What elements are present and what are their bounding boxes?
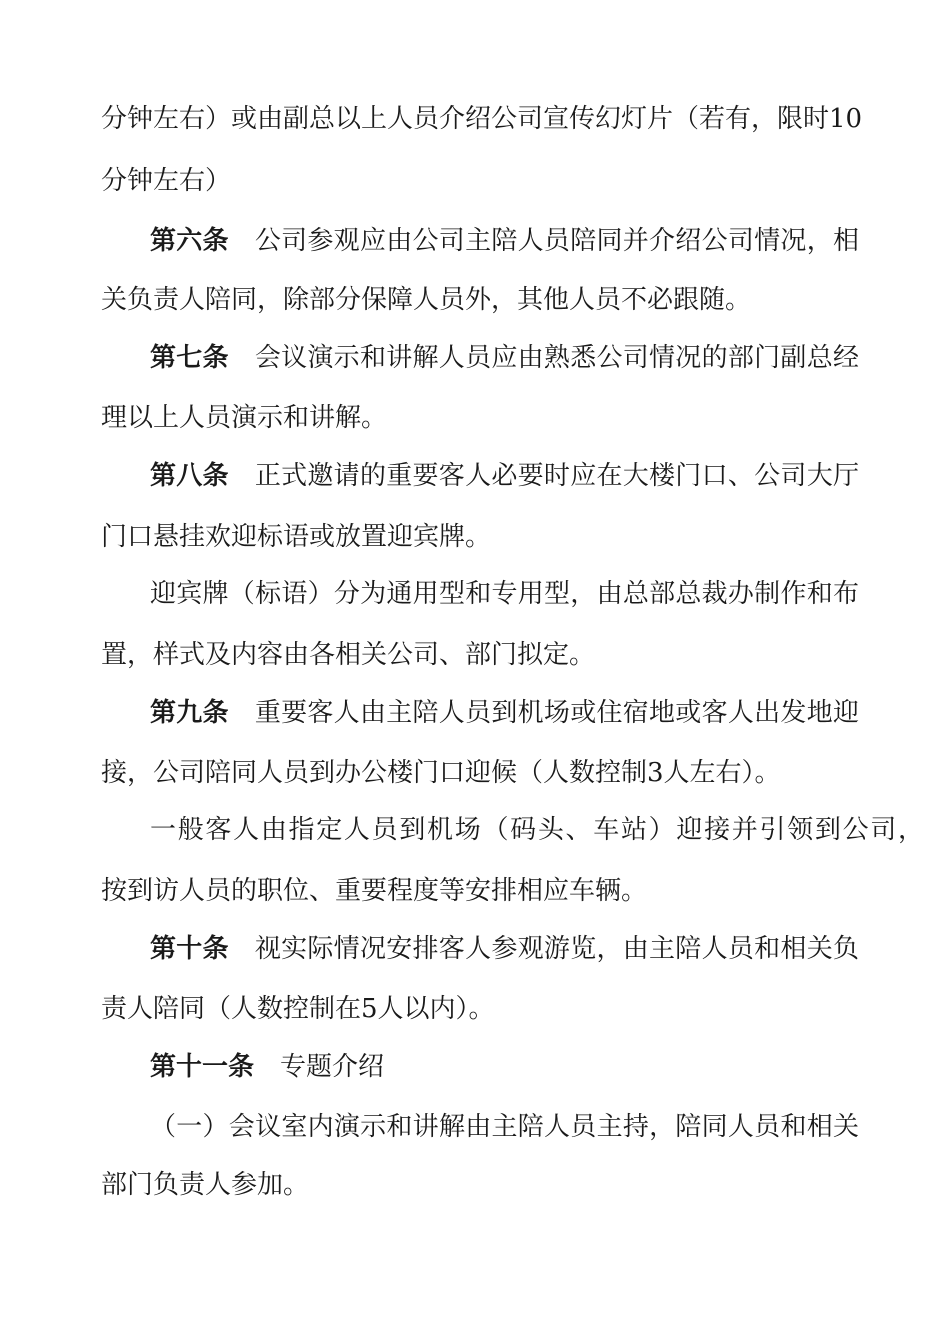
article-10-paragraph bbox=[150, 931, 859, 967]
article-8-paragraph bbox=[150, 458, 859, 494]
article-8-line-1 bbox=[0, 458, 950, 494]
article-7-paragraph bbox=[150, 340, 859, 376]
article-10-line-2 bbox=[0, 991, 950, 1027]
paragraph-text: 按到访人员的职位、重要程度等安排相应车辆。 bbox=[101, 876, 648, 906]
paragraph-text: 理以上人员演示和讲解。 bbox=[101, 403, 388, 433]
article-7-line-1 bbox=[0, 340, 950, 376]
article-11-line-1 bbox=[0, 1049, 950, 1085]
article-heading: 第六条 bbox=[150, 226, 229, 256]
paragraph-text: 重要客人由主陪人员到机场或住宿地或客人出发地迎 bbox=[254, 698, 859, 728]
paragraph-text: 部门负责人参加。 bbox=[101, 1170, 310, 1200]
paragraph-line-1 bbox=[0, 576, 950, 612]
paragraph-text: 置，样式及内容由各相关公司、部门拟定。 bbox=[101, 640, 596, 670]
paragraph-text: 责人陪同（人数控制在5人以内）。 bbox=[101, 994, 495, 1024]
paragraph-text: 迎宾牌（标语）分为通用型和专用型，由总部总裁办制作和布 bbox=[150, 579, 859, 609]
paragraph-text: 接，公司陪同人员到办公楼门口迎候（人数控制3人左右）。 bbox=[101, 758, 781, 788]
article-11-paragraph bbox=[150, 1049, 384, 1085]
article-7-line-2 bbox=[0, 400, 950, 436]
paragraph-text: 关负责人陪同，除部分保障人员外，其他人员不必跟随。 bbox=[101, 285, 752, 315]
article-6-line-1 bbox=[0, 223, 950, 259]
article-8-line-2 bbox=[0, 519, 950, 555]
article-9-paragraph bbox=[150, 695, 859, 731]
clause-1-line-1 bbox=[0, 1109, 950, 1145]
text-line bbox=[0, 101, 950, 137]
paragraph-text: 正式邀请的重要客人必要时应在大楼门口、公司大厅 bbox=[254, 461, 859, 491]
paragraph-line-1 bbox=[0, 812, 950, 848]
article-6-line-2 bbox=[0, 282, 950, 318]
paragraph-text: 分钟左右） bbox=[101, 166, 232, 196]
paragraph-text: 分钟左右）或由副总以上人员介绍公司宣传幻灯片（若有，限时10 bbox=[101, 104, 863, 134]
article-heading: 第七条 bbox=[150, 343, 229, 373]
article-9-line-2 bbox=[0, 755, 950, 791]
paragraph-text: 专题介绍 bbox=[280, 1052, 385, 1082]
paragraph-text: 视实际情况安排客人参观游览，由主陪人员和相关负 bbox=[254, 934, 859, 964]
paragraph-line-2 bbox=[0, 873, 950, 909]
paragraph-line-2 bbox=[0, 637, 950, 673]
paragraph-text: （一）会议室内演示和讲解由主陪人员主持，陪同人员和相关 bbox=[150, 1112, 859, 1142]
paragraph-text: 一般客人由指定人员到机场（码头、车站）迎接并引领到公司， bbox=[150, 815, 924, 845]
paragraph-text: 公司参观应由公司主陪人员陪同并介绍公司情况，相 bbox=[254, 226, 859, 256]
text-line bbox=[0, 163, 950, 199]
article-heading: 第十条 bbox=[150, 934, 229, 964]
paragraph-text: 门口悬挂欢迎标语或放置迎宾牌。 bbox=[101, 522, 492, 552]
paragraph-text: 会议演示和讲解人员应由熟悉公司情况的部门副总经 bbox=[254, 343, 859, 373]
clause-1-line-2 bbox=[0, 1167, 950, 1203]
article-10-line-1 bbox=[0, 931, 950, 967]
article-heading: 第九条 bbox=[150, 698, 229, 728]
article-heading: 第八条 bbox=[150, 461, 229, 491]
article-heading: 第十一条 bbox=[150, 1052, 255, 1082]
article-9-line-1 bbox=[0, 695, 950, 731]
article-6-paragraph bbox=[150, 223, 859, 259]
